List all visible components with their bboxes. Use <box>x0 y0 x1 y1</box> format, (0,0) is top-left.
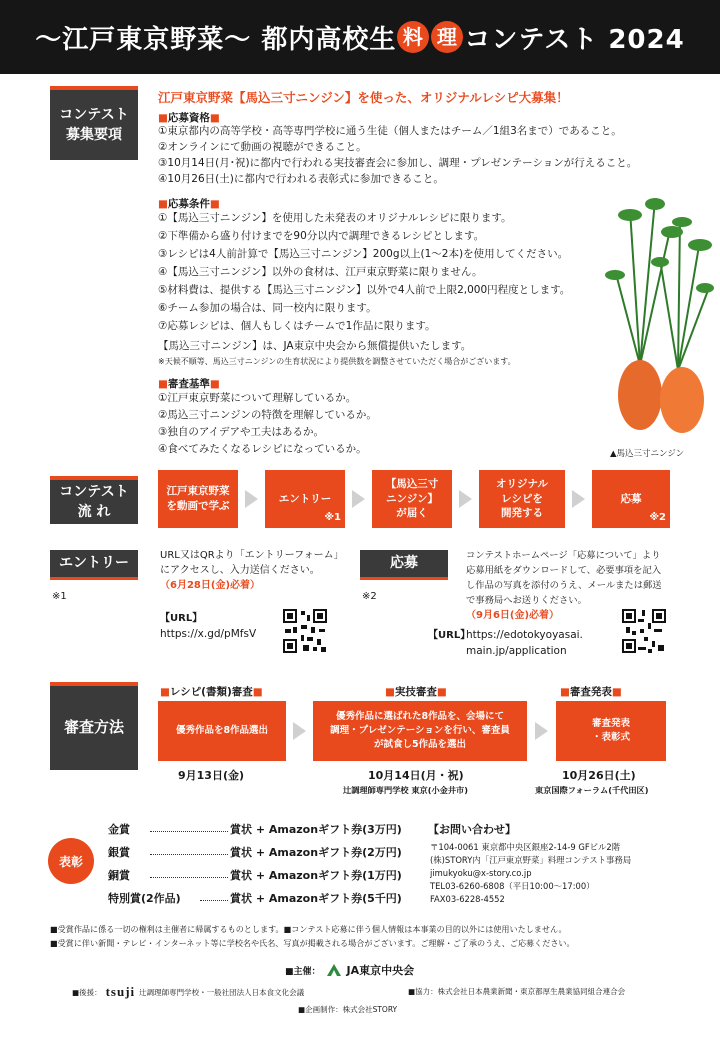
apply-url-label: 【URL】 <box>428 630 471 641</box>
award-leader-line <box>150 877 228 878</box>
review-arrow-icon <box>293 722 306 740</box>
apply-text-4: で事務局へお送りください。 <box>466 595 587 606</box>
review-step3-title: ■審査発表■ <box>560 686 622 698</box>
review-label: 審査方法 <box>50 682 138 770</box>
host-row <box>285 962 414 978</box>
award-leader-line <box>150 854 228 855</box>
recruit-headline: 江戸東京野菜【馬込三寸ニンジン】を使った、オリジナルレシピ大募集！ <box>158 90 569 105</box>
review-step2-date: 10月14日(月・祝) <box>368 769 464 782</box>
review-step2-title: ■実技審査■ <box>385 686 447 698</box>
page-header <box>0 0 720 74</box>
review-step1-title: ■レシピ(書類)審査■ <box>160 686 263 698</box>
provide-text: 【馬込三寸ニンジン】は、JA東京中央会から無償提供いたします。 <box>158 340 472 352</box>
recruit-label-line1: コンテスト <box>59 106 129 123</box>
review-step3-title-text: 審査発表 <box>569 686 612 698</box>
award-leader-line <box>200 900 228 901</box>
award-prize: 賞状 + Amazonギフト券(1万円) <box>230 869 402 882</box>
judge-item: ③独自のアイデアや工夫はあるか。 <box>158 426 324 438</box>
flow-step-text: オリジナル <box>496 477 548 490</box>
review-step2-box-text: 優秀作品に選ばれた8作品を、会場にて <box>335 710 505 722</box>
qual-item: ②オンラインにて動画の視聴ができること。 <box>158 141 367 153</box>
review-step3-box <box>556 701 666 761</box>
cond-item: ⑥チーム参加の場合は、同一校内に限ります。 <box>158 302 377 314</box>
flow-step-text: を動画で学ぶ <box>166 500 230 512</box>
cond-item: ④【馬込三寸ニンジン】以外の食材は、江戸東京野菜に限りません。 <box>158 266 483 278</box>
title-ri-circle: 理 <box>431 21 463 53</box>
entry-qr-code[interactable] <box>281 607 329 655</box>
flow-step-text: 応募 <box>620 492 642 505</box>
qual-item: ④10月26日(土)に都内で行われる表彰式に参加できること。 <box>158 173 444 185</box>
recruit-label <box>50 86 138 160</box>
ja-logo-icon <box>325 963 343 977</box>
host-label: ■主催： <box>285 966 321 977</box>
review-step1-date: 9月13日(金) <box>178 769 245 782</box>
flow-step-text: 江戸東京野菜 <box>166 485 230 498</box>
award-prize: 賞状 + Amazonギフト券(3万円) <box>230 823 402 836</box>
qual-item: ①東京都内の高等学校・高等専門学校に通う生徒（個人またはチーム／1組3名まで）であること。 <box>158 125 622 137</box>
entry-url-label: 【URL】 <box>160 613 203 624</box>
flow-step-1 <box>158 470 238 528</box>
apply-mark: ※2 <box>362 591 377 602</box>
review-step3-box-text: ・表彰式 <box>591 732 630 743</box>
flow-step-3 <box>372 470 452 528</box>
flow-arrow-icon <box>245 490 258 508</box>
cond-title-text: 応募条件 <box>167 198 210 210</box>
review-step1-box: 優秀作品を8作品選出 <box>158 701 286 761</box>
entry-url-link[interactable]: https://x.gd/pMfsV <box>160 628 257 640</box>
award-name: 銀賞 <box>108 846 130 859</box>
cond-item: ③レシピは4人前計算で【馬込三寸ニンジン】200g以上(1～2本)を使用してください。 <box>158 248 569 260</box>
title-pre: ～江戸東京野菜～ 都内高校生 <box>35 24 397 55</box>
review-step3-date: 10月26日(土) <box>562 769 636 782</box>
apply-text-2: 応募用紙をダウンロードして、必要事項を記入 <box>466 565 662 576</box>
apply-text-1: コンテストホームページ「応募について」より <box>466 550 661 561</box>
footer-note-1: ■受賞作品に係る一切の権利は主催者に帰属するものとします。■コンテスト応募に伴う個人情報は本事業の目的以外には使用いたしません。 <box>50 924 567 934</box>
qual-title-text: 応募資格 <box>167 112 210 124</box>
tsuji-logo: tsuji <box>105 984 136 999</box>
carrot-caption: ▲馬込三寸ニンジン <box>610 449 685 459</box>
flow-arrow-icon <box>352 490 365 508</box>
flow-label-line2: 流 れ <box>77 504 111 520</box>
entry-text-1: URL又はQRより「エントリーフォーム」 <box>160 550 344 561</box>
entry-label: エントリー <box>50 550 138 580</box>
cond-title: ■応募条件■ <box>158 198 220 210</box>
apply-url-link-1[interactable]: https://edotokyoyasai. <box>466 629 583 641</box>
judge-title: ■審査基準■ <box>158 378 220 390</box>
flow-step-2 <box>265 470 345 528</box>
provide-note: ※天候不順等、馬込三寸ニンジンの生育状況により提供数を調整させていただく場合がございます。 <box>158 357 516 366</box>
flow-step-4 <box>479 470 565 528</box>
flow-step-text: 【馬込三寸 <box>385 477 439 490</box>
flow-label <box>50 476 138 524</box>
judge-item: ①江戸東京野菜について理解しているか。 <box>158 392 357 404</box>
award-prize: 賞状 + Amazonギフト券(2万円) <box>230 846 402 859</box>
entry-text-2: にアクセスし、入力送信ください。 <box>160 565 320 576</box>
award-prize: 賞状 + Amazonギフト券(5千円) <box>230 892 402 905</box>
contact-fax: FAX03-6228-4552 <box>430 894 505 904</box>
award-name: 銅賞 <box>108 869 130 882</box>
flow-step-5 <box>592 470 670 528</box>
flow-step-note: ※1 <box>324 512 341 523</box>
entry-deadline: （6月28日(金)必着） <box>160 580 261 591</box>
review-step3-box-text: 審査発表 <box>591 717 630 729</box>
flow-step-text: が届く <box>396 507 428 520</box>
cond-item: ②下準備から盛り付けまでを90分以内で調理できるレシピとします。 <box>158 230 485 242</box>
flow-label-line1: コンテスト <box>59 483 129 500</box>
review-step2-place: 辻調理師専門学校 東京(小金井市) <box>343 785 468 795</box>
plan-text: ■企画制作：株式会社STORY <box>298 1005 398 1014</box>
apply-deadline: （9月6日(金)必着） <box>466 610 560 621</box>
contact-tel: TEL03-6260-6808（平日10:00～17:00） <box>430 881 595 891</box>
review-arrow-icon <box>535 722 548 740</box>
coop-text: ■協力：株式会社日本農業新聞・東京都厚生農業協同組合連合会 <box>408 987 626 996</box>
apply-label: 応募 <box>360 550 448 580</box>
flow-arrow-icon <box>572 490 585 508</box>
flow-step-text: 開発する <box>500 507 543 520</box>
award-name: 金賞 <box>108 823 130 836</box>
title-post: コンテスト 2024 <box>464 24 685 55</box>
flow-step-note: ※2 <box>649 512 666 523</box>
cond-item: ⑦応募レシピは、個人もしくはチームで1作品に限ります。 <box>158 320 436 332</box>
contact-line: 〒104-0061 東京都中央区銀座2-14-9 GFビル2階 <box>430 842 621 852</box>
recruit-label-line2: 募集要項 <box>66 127 122 143</box>
footer-note-2: ■受賞に伴い新聞・テレビ・インターネット等に学校名や氏名、写真が掲載される場合がございます。ご理解・ご了承のうえ、ご応募ください。 <box>50 938 575 948</box>
apply-text-3: し作品の写真を添付のうえ、メールまたは郵送 <box>466 580 662 591</box>
review-step2-box-text: が試食し5作品を選出 <box>373 739 467 751</box>
host-name: JA東京中央会 <box>346 964 415 977</box>
awards-badge: 表彰 <box>48 838 94 884</box>
cond-item: ⑤材料費は、提供する【馬込三寸ニンジン】以外で4人前で上限2,000円程度とします。 <box>158 284 571 296</box>
review-step1-title-text: レシピ(書類)審査 <box>169 686 253 698</box>
review-step2-box <box>313 701 527 761</box>
carrot-illustration <box>600 190 716 435</box>
qual-item: ③10月14日(月･祝)に都内で行われる実技審査会に参加し、調理・プレゼンテーションが行えること。 <box>158 157 638 169</box>
judge-title-text: 審査基準 <box>167 378 210 390</box>
apply-qr-code[interactable] <box>620 607 668 655</box>
title-ryo-circle: 料 <box>397 21 429 53</box>
support-row <box>72 984 304 1000</box>
award-leader-line <box>150 831 228 832</box>
flow-step-text: エントリー <box>278 492 332 505</box>
review-step2-box-text: 調理・プレゼンテーションを行い、審査員 <box>330 724 510 736</box>
review-step3-place: 東京国際フォーラム(千代田区) <box>535 785 649 795</box>
judge-item: ②馬込三寸ニンジンの特徴を理解しているか。 <box>158 409 377 421</box>
flow-step-text: レシピを <box>501 492 543 505</box>
review-step2-title-text: 実技審査 <box>394 686 437 698</box>
award-name: 特別賞(2作品) <box>108 892 181 905</box>
flow-arrow-icon <box>459 490 472 508</box>
judge-item: ④食べてみたくなるレシピになっているか。 <box>158 443 367 455</box>
contact-title: 【お問い合わせ】 <box>428 823 516 836</box>
contact-line: (株)STORY内「江戸東京野菜」料理コンテスト事務局 <box>430 855 632 865</box>
support-text: 辻調理師専門学校・一般社団法人日本食文化会議 <box>139 987 305 997</box>
entry-mark: ※1 <box>52 591 67 602</box>
qual-title: ■応募資格■ <box>158 112 220 124</box>
cond-item: ①【馬込三寸ニンジン】を使用した未発表のオリジナルレシピに限ります。 <box>158 212 512 224</box>
flow-step-text: ニンジン】 <box>386 492 438 505</box>
contact-email[interactable]: jimukyoku@x-story.co.jp <box>430 868 532 878</box>
support-label: ■後援： <box>72 987 102 997</box>
apply-url-link-2[interactable]: main.jp/application <box>466 645 567 657</box>
